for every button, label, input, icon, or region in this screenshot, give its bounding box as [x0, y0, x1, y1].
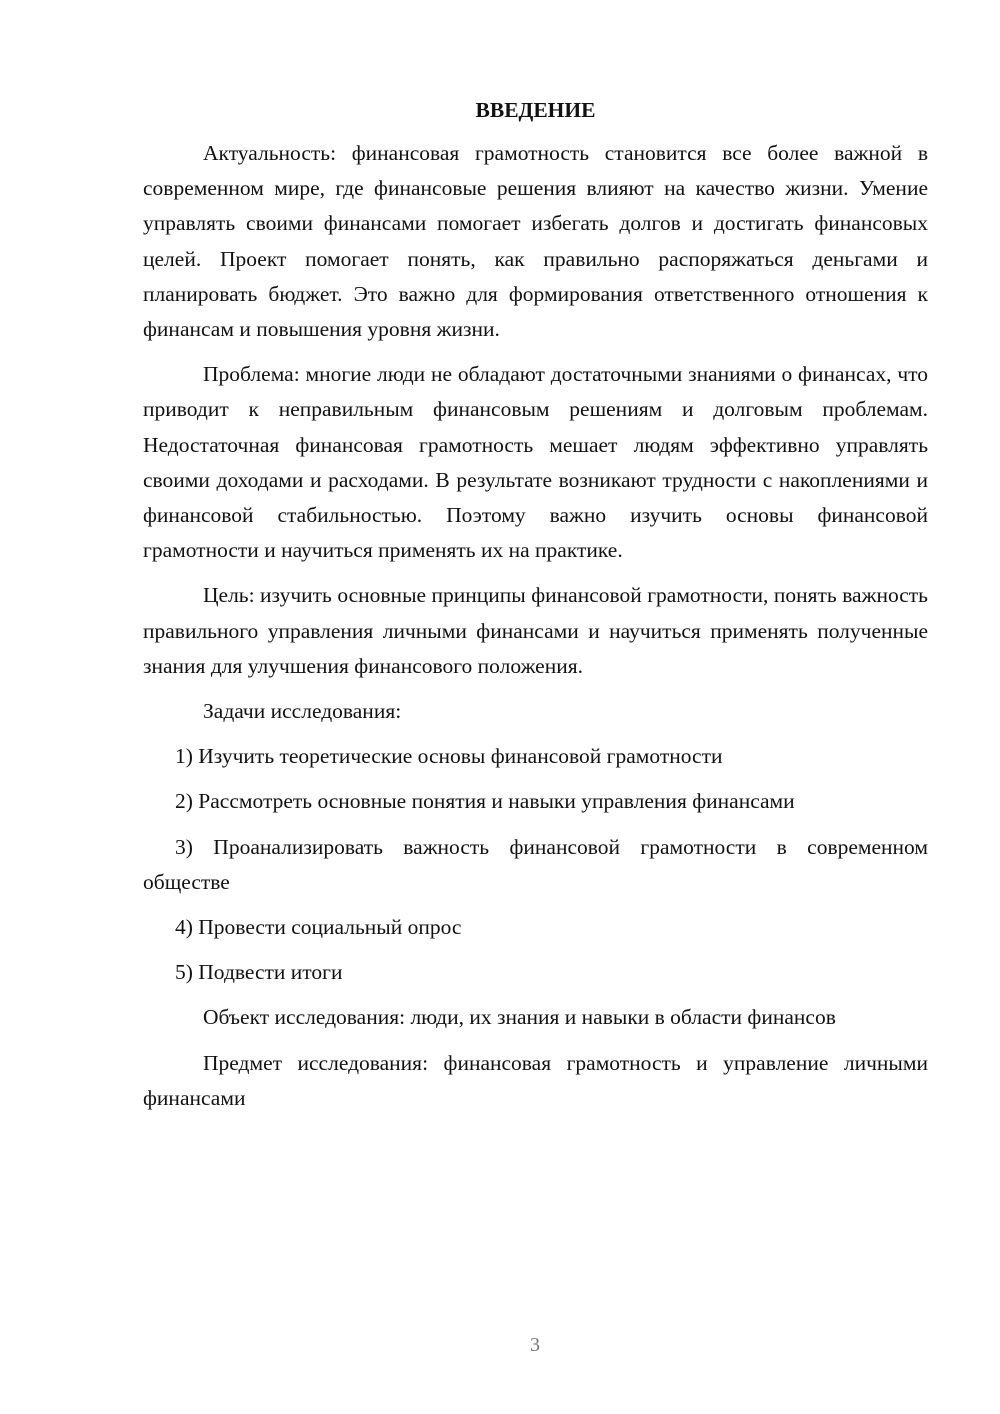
paragraph-subject: Предмет исследования: финансовая грамотность и управление личными финансами	[143, 1050, 928, 1110]
task-item: 3) Проанализировать важность финансовой грамотности в современном обществе	[143, 834, 928, 894]
paragraph-problem: Проблема: многие люди не обладают достаточными знаниями о финансах, что приводит к неправильным финансовым решениям и долговым проблемам. Недостаточная финансовая грамотность мешает людям эффективно управлять своими доходами и расходами. В результате возникают трудности с накоплениями и финансовой стабильностью. Поэтому важно изучить основы финансовой грамотности и научиться применять их на практике.	[143, 362, 928, 563]
section-heading: ВВЕДЕНИЕ	[475, 98, 596, 122]
task-item: 4) Провести социальный опрос	[175, 915, 462, 940]
task-item: 1) Изучить теоретические основы финансовой грамотности	[175, 744, 723, 769]
page-content	[143, 94, 928, 1126]
task-item: 5) Подвести итоги	[175, 960, 343, 985]
paragraph-tasks-title: Задачи исследования:	[203, 699, 402, 724]
paragraph-goal: Цель: изучить основные принципы финансовой грамотности, понять важность правильного управления личными финансами и научиться применять полученные знания для улучшения финансового положения.	[143, 583, 928, 678]
paragraph-relevance: Актуальность: финансовая грамотность становится все более важной в современном мире, где финансовые решения влияют на качество жизни. Умение управлять своими финансами помогает избегать долгов и достигать финансовых целей. Проект помогает понять, как правильно распоряжаться деньгами и планировать бюджет. Это важно для формирования ответственного отношения к финансам и повышения уровня жизни.	[143, 141, 928, 342]
task-item: 2) Рассмотреть основные понятия и навыки управления финансами	[175, 789, 795, 814]
page-number: 3	[530, 1334, 540, 1356]
paragraph-object: Объект исследования: люди, их знания и навыки в области финансов	[203, 1005, 836, 1030]
